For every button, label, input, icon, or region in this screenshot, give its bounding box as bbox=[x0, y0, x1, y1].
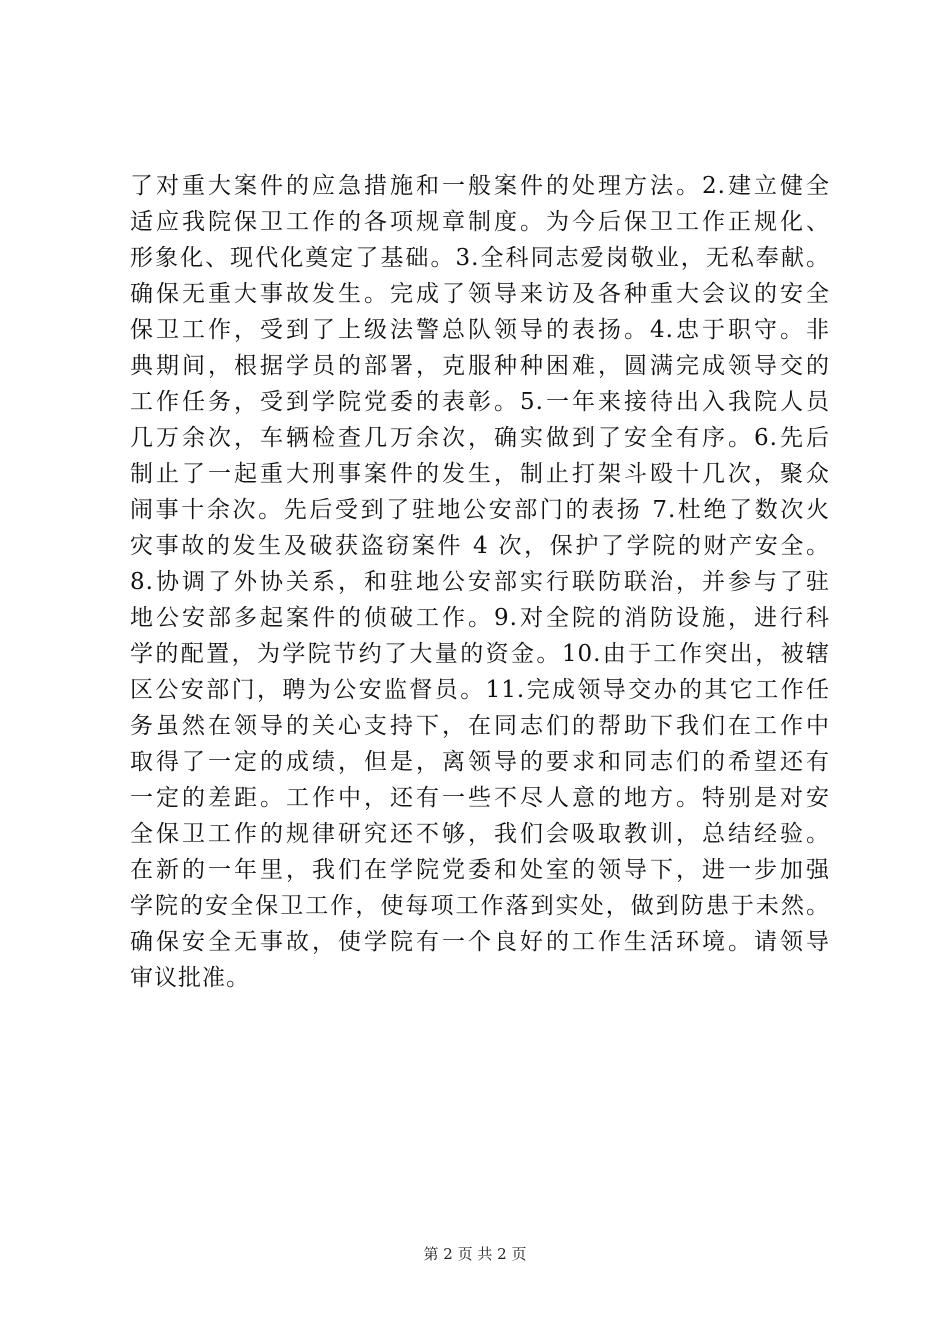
text-line: 确保无重大事故发生。完成了领导来访及各种重大会议的安全 bbox=[130, 281, 830, 307]
text-line: 典期间，根据学员的部署，克服种种困难，圆满完成领导交的 bbox=[130, 353, 830, 379]
text-line: 全保卫工作的规律研究还不够，我们会吸取教训，总结经验。 bbox=[130, 821, 830, 847]
text-line: 学的配置，为学院节约了大量的资金。10.由于工作突出，被辖 bbox=[130, 641, 830, 667]
text-line: 制止了一起重大刑事案件的发生，制止打架斗殴十几次，聚众 bbox=[130, 461, 830, 487]
text-line: 适应我院保卫工作的各项规章制度。为今后保卫工作正规化、 bbox=[130, 209, 830, 235]
body-text bbox=[130, 168, 830, 996]
text-line: 闹事十余次。先后受到了驻地公安部门的表扬 7.杜绝了数次火 bbox=[130, 497, 830, 523]
text-line: 8.协调了外协关系，和驻地公安部实行联防联治，并参与了驻 bbox=[130, 569, 830, 595]
text-line: 一定的差距。工作中，还有一些不尽人意的地方。特别是对安 bbox=[130, 785, 830, 811]
text-line: 灾事故的发生及破获盗窃案件 4 次，保护了学院的财产安全。 bbox=[130, 533, 830, 559]
text-line: 区公安部门，聘为公安监督员。11.完成领导交办的其它工作任 bbox=[130, 677, 830, 703]
page-number-footer: 第 2 页 共 2 页 bbox=[423, 1245, 527, 1263]
text-line: 取得了一定的成绩，但是，离领导的要求和同志们的希望还有 bbox=[130, 749, 830, 775]
text-line: 地公安部多起案件的侦破工作。9.对全院的消防设施，进行科 bbox=[130, 605, 830, 631]
text-line: 保卫工作，受到了上级法警总队领导的表扬。4.忠于职守。非 bbox=[130, 317, 830, 343]
text-line: 在新的一年里，我们在学院党委和处室的领导下，进一步加强 bbox=[130, 857, 830, 883]
text-line: 工作任务，受到学院党委的表彰。5.一年来接待出入我院人员 bbox=[130, 389, 830, 415]
text-line: 了对重大案件的应急措施和一般案件的处理方法。2.建立健全 bbox=[130, 173, 830, 199]
text-line: 确保安全无事故，使学院有一个良好的工作生活环境。请领导 bbox=[130, 929, 830, 955]
text-line: 学院的安全保卫工作，使每项工作落到实处，做到防患于未然。 bbox=[130, 893, 830, 919]
text-line: 形象化、现代化奠定了基础。3.全科同志爱岗敬业，无私奉献。 bbox=[130, 245, 830, 271]
text-line: 务虽然在领导的关心支持下，在同志们的帮助下我们在工作中 bbox=[130, 713, 830, 739]
text-line: 几万余次，车辆检查几万余次，确实做到了安全有序。6.先后 bbox=[130, 425, 830, 451]
text-line: 审议批准。 bbox=[130, 965, 250, 991]
